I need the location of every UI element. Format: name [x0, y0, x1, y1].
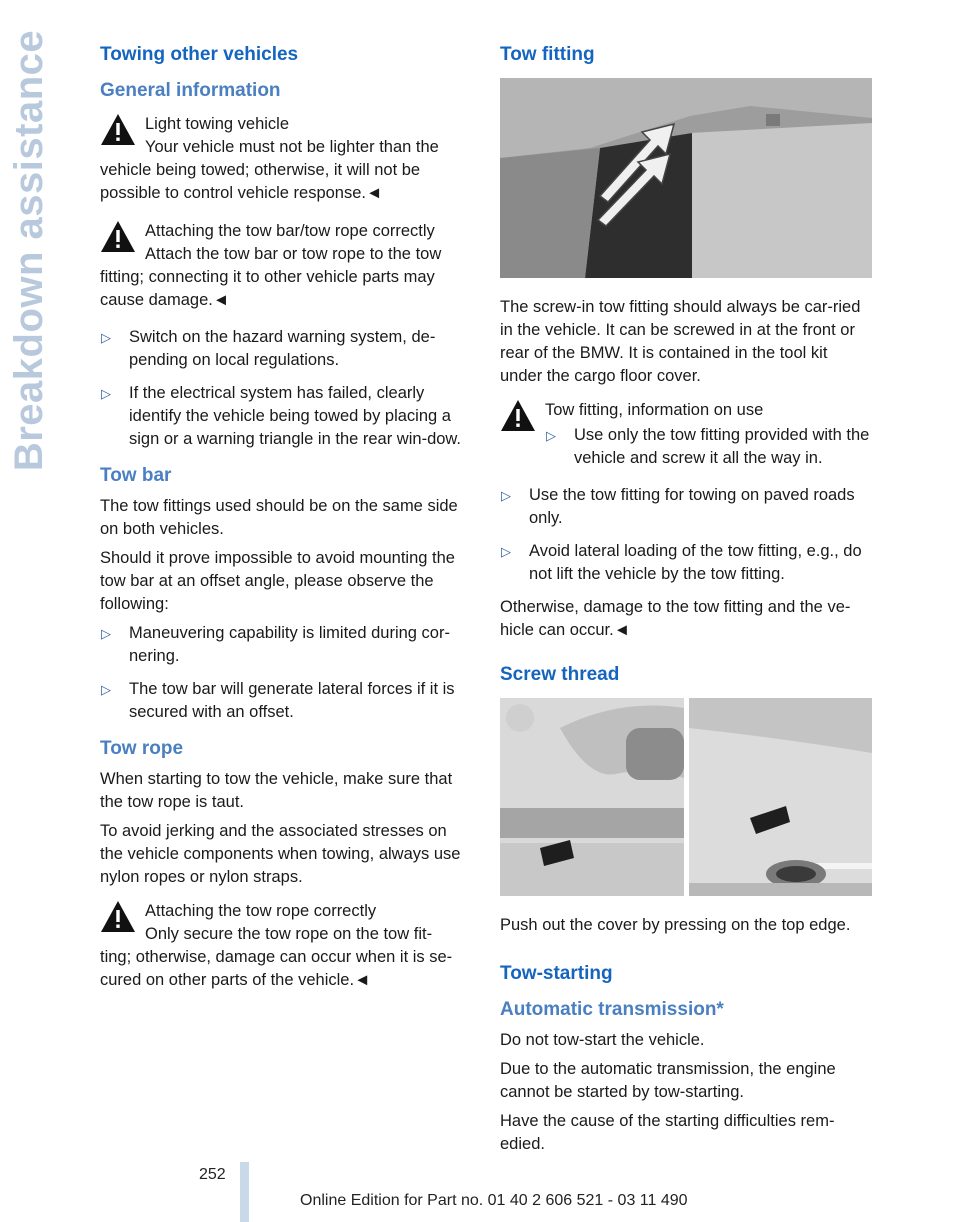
triangle-bullet-icon: ▷	[501, 488, 511, 503]
subheading-automatic-transmission: Automatic transmission*	[500, 999, 724, 1020]
section-heading-towing: Towing other vehicles	[100, 44, 299, 65]
triangle-bullet-icon: ▷	[101, 682, 111, 697]
subheading-tow-bar: Tow bar	[100, 465, 172, 486]
triangle-bullet-icon: ▷	[101, 386, 111, 401]
paragraph: When starting to tow the vehicle, make sure that the tow rope is taut.	[100, 770, 453, 811]
section-heading-tow-starting: Tow-starting	[500, 963, 613, 984]
section-heading-tow-fitting: Tow fitting	[500, 44, 595, 65]
cargo-area-photo	[500, 78, 872, 278]
warning-title: Tow fitting, information on use	[545, 401, 764, 419]
list-item: ▷ If the electrical system has failed, clearly identify the vehicle being towed by placing a sign or a warning triangle in the rear win-dow.	[101, 384, 462, 448]
bumper-photos	[500, 698, 872, 896]
paragraph: To avoid jerking and the associated stresses on the vehicle components when towing, always use nylon ropes or nylon straps.	[100, 822, 461, 886]
paragraph: Should it prove impossible to avoid mounting the tow bar at an offset angle, please observe the following:	[100, 549, 455, 613]
paragraph: Otherwise, damage to the tow fitting and the ve-hicle can occur.◄	[500, 598, 851, 639]
triangle-bullet-icon: ▷	[101, 626, 111, 641]
list-item: ▷ Avoid lateral loading of the tow fitting, e.g., do not lift the vehicle by the tow fitting.	[501, 542, 862, 583]
footer-accent-bar	[240, 1162, 249, 1222]
warning-triangle-icon	[100, 219, 136, 253]
triangle-bullet-icon: ▷	[101, 330, 111, 345]
warning-title: Attaching the tow rope correctly	[145, 902, 377, 920]
paragraph: The screw-in tow fitting should always be car-ried in the vehicle. It can be screwed in at the front or rear of the BMW. It is contained in the tool kit under the cargo floor cover.	[500, 298, 861, 385]
left-column	[100, 44, 468, 1006]
warning-triangle-icon	[100, 112, 136, 146]
towbar-bullet-list	[100, 622, 468, 724]
triangle-bullet-icon: ▷	[501, 544, 511, 559]
list-item: ▷ Maneuvering capability is limited during cor-nering.	[101, 624, 450, 665]
warning-light-towing	[100, 112, 468, 205]
list-item: ▷ Use the tow fitting for towing on paved roads only.	[501, 486, 855, 527]
warning-title: Light towing vehicle	[145, 115, 290, 133]
subheading-general: General information	[100, 80, 281, 101]
warning-bullet-list	[545, 424, 874, 470]
list-item: ▷ Use only the tow fitting provided with the vehicle and screw it all the way in.	[546, 426, 870, 467]
warning-tow-fitting-use	[500, 398, 874, 470]
paragraph: Have the cause of the starting difficulties rem-edied.	[500, 1112, 835, 1153]
edition-footer: Online Edition for Part no. 01 40 2 606 521 - 03 11 490	[300, 1192, 688, 1209]
paragraph: Due to the automatic transmission, the engine cannot be started by tow-starting.	[500, 1060, 836, 1101]
warning-title: Attaching the tow bar/tow rope correctly	[145, 222, 435, 240]
warning-attaching-tow-rope	[100, 899, 468, 992]
section-heading-screw-thread: Screw thread	[500, 664, 620, 685]
paragraph: Push out the cover by pressing on the top edge.	[500, 916, 851, 934]
warning-attaching-tow-bar	[100, 219, 468, 312]
page-number: 252	[199, 1166, 226, 1183]
warning-body: Only secure the tow rope on the tow fit- ting; otherwise, damage can occur when it is se-cured on other parts of the vehicle.◄	[100, 925, 453, 989]
list-item: ▷ The tow bar will generate lateral forces if it is secured with an offset.	[101, 680, 455, 721]
sidebar-title: Breakdown assistance	[7, 29, 52, 471]
paragraph: The tow fittings used should be on the same side on both vehicles.	[100, 497, 458, 538]
warning-triangle-icon	[500, 398, 536, 432]
list-item: ▷ Switch on the hazard warning system, de-pending on local regulations.	[101, 328, 436, 369]
warning-body: Your vehicle must not be lighter than the vehicle being towed; otherwise, it will not be possible to control vehicle response.◄	[100, 138, 439, 202]
general-bullet-list	[100, 326, 468, 451]
right-column	[500, 44, 874, 1162]
subheading-tow-rope: Tow rope	[100, 738, 184, 759]
paragraph: Do not tow-start the vehicle.	[500, 1031, 705, 1049]
fitting-bullet-list	[500, 484, 874, 586]
warning-body: Attach the tow bar or tow rope to the tow fitting; connecting it to other vehicle parts may cause damage.◄	[100, 245, 442, 309]
triangle-bullet-icon: ▷	[546, 428, 556, 443]
warning-triangle-icon	[100, 899, 136, 933]
